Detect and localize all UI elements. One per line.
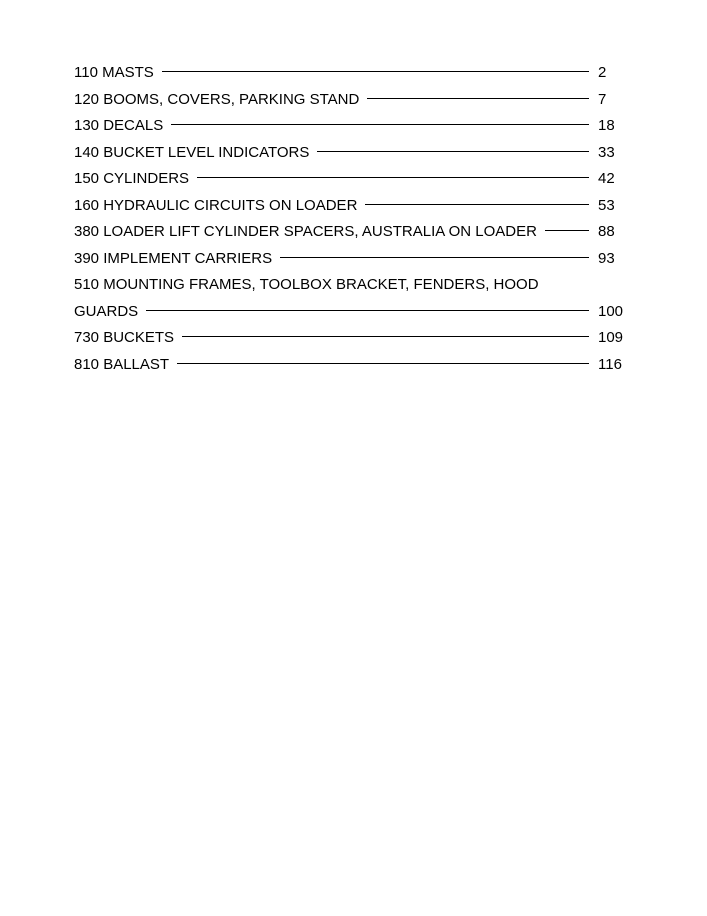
toc-entry-130-decals[interactable] — [74, 113, 624, 140]
toc-entry-510-mounting-frames[interactable] — [74, 272, 624, 325]
leader-line — [280, 257, 589, 258]
toc-page-number: 53 — [598, 196, 615, 214]
leader-line — [365, 204, 589, 205]
toc-entry-label: 140 BUCKET LEVEL INDICATORS — [74, 143, 310, 161]
toc-entry-390-implement-carriers[interactable] — [74, 246, 624, 273]
toc-entry-label: 730 BUCKETS — [74, 329, 175, 346]
toc-entry-label: 160 HYDRAULIC CIRCUITS ON LOADER — [74, 196, 358, 214]
leader-line — [317, 151, 589, 152]
toc-entry-810-ballast[interactable] — [74, 352, 624, 379]
toc-entry-150-cylinders[interactable] — [74, 166, 624, 193]
toc-entry-label: GUARDS — [74, 302, 139, 320]
leader-line — [162, 71, 589, 72]
leader-line — [171, 124, 589, 125]
toc-page-number: 42 — [598, 170, 615, 187]
leader-line — [177, 363, 589, 364]
leader-line — [182, 336, 589, 337]
toc-entry-label: 120 BOOMS, COVERS, PARKING STAND — [74, 90, 360, 108]
toc-entry-140-bucket-level-indicators[interactable] — [74, 140, 624, 167]
toc-page-number: 116 — [598, 355, 622, 373]
leader-line — [367, 98, 589, 99]
toc-page-number: 100 — [598, 302, 624, 320]
toc-entry-730-buckets[interactable] — [74, 325, 624, 352]
toc-entry-120-booms[interactable] — [74, 87, 624, 114]
toc-page-number: 7 — [598, 90, 607, 108]
toc-entry-label: 150 CYLINDERS — [74, 170, 190, 187]
toc-page-number: 109 — [598, 329, 624, 346]
toc-entry-110-masts[interactable] — [74, 60, 624, 87]
toc-page-number: 93 — [598, 249, 615, 267]
toc-entry-label: 380 LOADER LIFT CYLINDER SPACERS, AUSTRALIA ON LOADER — [74, 223, 537, 240]
toc-entry-label-line1: 510 MOUNTING FRAMES, TOOLBOX BRACKET, FENDERS, HOOD — [74, 276, 539, 293]
table-of-contents — [74, 60, 624, 378]
leader-line — [545, 230, 589, 231]
toc-entry-label: 130 DECALS — [74, 117, 164, 134]
leader-line — [197, 177, 589, 178]
toc-entry-label: 390 IMPLEMENT CARRIERS — [74, 249, 273, 267]
toc-page-number: 18 — [598, 117, 615, 134]
toc-page-number: 2 — [598, 64, 607, 81]
leader-line — [146, 310, 589, 311]
toc-page-number: 88 — [598, 223, 615, 240]
toc-entry-380-loader-lift-cylinder-spacers[interactable] — [74, 219, 624, 246]
toc-page-number: 33 — [598, 143, 615, 161]
toc-entry-label: 810 BALLAST — [74, 355, 170, 373]
toc-entry-label: 110 MASTS — [74, 64, 154, 81]
toc-entry-160-hydraulic-circuits[interactable] — [74, 193, 624, 220]
